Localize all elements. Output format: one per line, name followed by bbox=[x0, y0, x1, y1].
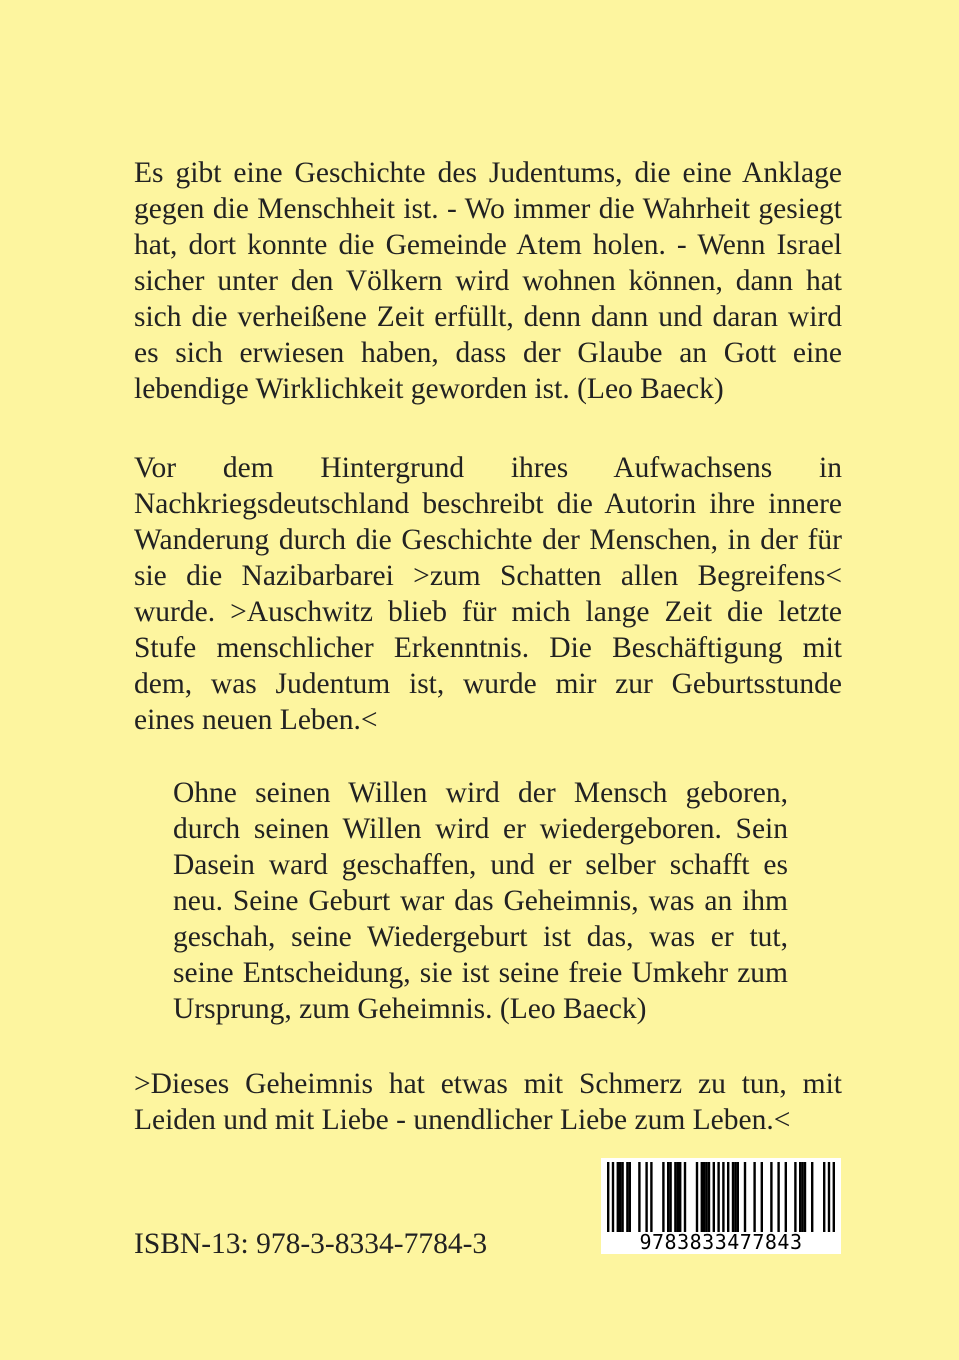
text-line: seine Entscheidung, sie ist seine freie Umkehr zum bbox=[173, 957, 788, 989]
text-line: Stufe menschlicher Erkenntnis. Die Beschäftigung mit bbox=[134, 632, 842, 664]
text-line: sicher unter den Völkern wird wohnen können, dann hat bbox=[134, 265, 842, 297]
barcode-bar bbox=[650, 1162, 652, 1232]
barcode-bar bbox=[701, 1162, 703, 1232]
closing-paragraph bbox=[134, 1066, 842, 1138]
intro-quote-paragraph bbox=[134, 155, 842, 407]
barcode-bar bbox=[799, 1162, 801, 1232]
barcode-bar bbox=[722, 1162, 724, 1232]
barcode-bar bbox=[717, 1162, 719, 1232]
text-line: Nachkriegsdeutschland beschreibt die Autorin ihre innere bbox=[134, 488, 842, 520]
text-line: Ursprung, zum Geheimnis. (Leo Baeck) bbox=[173, 993, 647, 1025]
barcode-bar bbox=[677, 1162, 679, 1232]
barcode-bar bbox=[753, 1162, 755, 1232]
barcode-bar bbox=[777, 1162, 779, 1232]
text-line: >Dieses Geheimnis hat etwas mit Schmerz zu tun, mit bbox=[134, 1068, 842, 1100]
barcode-bar bbox=[713, 1162, 715, 1232]
barcode-bar bbox=[679, 1162, 681, 1232]
barcode-bar bbox=[811, 1162, 813, 1232]
barcode-bar bbox=[645, 1162, 647, 1232]
text-line: Vor dem Hintergrund ihres Aufwachsens in bbox=[134, 452, 842, 484]
barcode-bar bbox=[669, 1162, 671, 1232]
text-line: hat, dort konnte die Gemeinde Atem holen. - Wenn Israel bbox=[134, 229, 842, 261]
barcode-bar bbox=[737, 1162, 739, 1232]
barcode-bar bbox=[612, 1162, 614, 1232]
barcode-bar bbox=[617, 1162, 619, 1232]
barcode-bar bbox=[674, 1162, 676, 1232]
barcode-bar bbox=[828, 1162, 830, 1232]
text-line: dem, was Judentum ist, wurde mir zur Geburtsstunde bbox=[134, 668, 842, 700]
barcode-bar bbox=[801, 1162, 803, 1232]
barcode-bar bbox=[744, 1162, 746, 1232]
barcode-bar bbox=[667, 1162, 669, 1232]
text-line: sich die verheißene Zeit erfüllt, denn dann und daran wird bbox=[134, 301, 842, 333]
text-line: lebendige Wirklichkeit geworden ist. (Leo Baeck) bbox=[134, 373, 724, 405]
barcode-bar bbox=[785, 1162, 787, 1232]
isbn-barcode bbox=[601, 1158, 841, 1254]
text-line: wurde. >Auschwitz blieb für mich lange Zeit die letzte bbox=[134, 596, 842, 628]
barcode-bar bbox=[727, 1162, 729, 1232]
barcode-bar bbox=[626, 1162, 628, 1232]
barcode-bar bbox=[629, 1162, 631, 1232]
text-line: Wanderung durch die Geschichte der Menschen, in der für bbox=[134, 524, 842, 556]
barcode-bar bbox=[734, 1162, 736, 1232]
barcode-bar bbox=[804, 1162, 806, 1232]
text-line: neu. Seine Geburt war das Geheimnis, was an ihm bbox=[173, 885, 788, 917]
barcode-bar bbox=[770, 1162, 772, 1232]
text-line: geschah, seine Wiedergeburt ist das, was er tut, bbox=[173, 921, 788, 953]
text-line: Es gibt eine Geschichte des Judentums, die eine Anklage bbox=[134, 157, 842, 189]
block-quote-paragraph bbox=[173, 775, 788, 1027]
barcode-bars-icon bbox=[601, 1158, 841, 1232]
barcode-bar bbox=[705, 1162, 707, 1232]
text-line: Ohne seinen Willen wird der Mensch geboren, bbox=[173, 777, 788, 809]
barcode-bar bbox=[703, 1162, 705, 1232]
barcode-bar bbox=[621, 1162, 623, 1232]
barcode-bar bbox=[662, 1162, 664, 1232]
text-line: Dasein ward geschaffen, und er selber schafft es bbox=[173, 849, 788, 881]
barcode-digits: 9783833477843 bbox=[639, 1230, 803, 1254]
text-line: Leiden und mit Liebe - unendlicher Liebe zum Leben.< bbox=[134, 1104, 791, 1136]
barcode-bar bbox=[833, 1162, 835, 1232]
text-line: sie die Nazibarbarei >zum Schatten allen Begreifens< bbox=[134, 560, 842, 592]
barcode-bar bbox=[761, 1162, 763, 1232]
barcode-bar bbox=[708, 1162, 710, 1232]
barcode-bar bbox=[732, 1162, 734, 1232]
barcode-bar bbox=[607, 1162, 609, 1232]
text-line: eines neuen Leben.< bbox=[134, 704, 378, 736]
barcode-bar bbox=[638, 1162, 640, 1232]
barcode-bar bbox=[823, 1162, 825, 1232]
isbn-label: ISBN-13: 978-3-8334-7784-3 bbox=[134, 1228, 488, 1260]
text-line: gegen die Menschheit ist. - Wo immer die Wahrheit gesiegt bbox=[134, 193, 842, 225]
description-paragraph bbox=[134, 450, 842, 738]
text-line: es sich erwiesen haben, dass der Glaube an Gott eine bbox=[134, 337, 842, 369]
barcode-bar bbox=[696, 1162, 698, 1232]
text-line: durch seinen Willen wird er wiedergeboren. Sein bbox=[173, 813, 788, 845]
barcode-bar bbox=[684, 1162, 686, 1232]
barcode-bar bbox=[794, 1162, 796, 1232]
barcode-bar bbox=[619, 1162, 621, 1232]
